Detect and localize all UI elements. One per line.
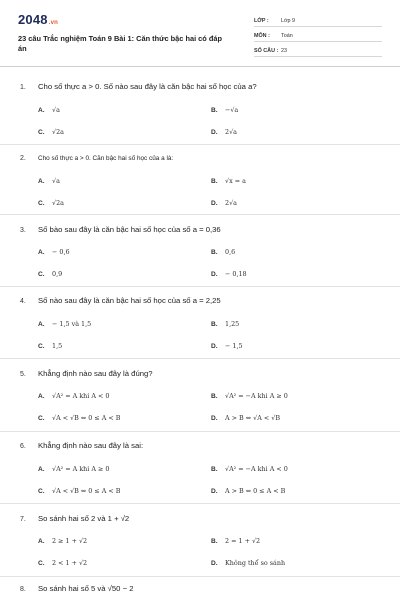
option-text: √2a	[52, 128, 64, 136]
option-letter: D.	[211, 415, 218, 422]
question-divider	[0, 503, 400, 504]
option-letter: B.	[211, 321, 218, 328]
option-text: 2 ≥ 1 + √2	[52, 537, 88, 545]
meta-key: LỚP :	[254, 18, 269, 24]
option-letter: D.	[211, 271, 218, 278]
option-b[interactable]	[211, 248, 235, 256]
site-logo[interactable]	[18, 12, 58, 27]
option-text: √A < √B ⇔ 0 ≤ A < B	[52, 487, 121, 495]
option-letter: C.	[38, 415, 45, 422]
option-c[interactable]	[38, 128, 64, 136]
option-letter: D.	[211, 200, 218, 207]
option-letter: B.	[211, 393, 218, 400]
option-text: 2 < 1 + √2	[52, 559, 88, 567]
logo-main-text: 2048	[18, 12, 48, 27]
option-b[interactable]	[211, 465, 288, 473]
option-b[interactable]	[211, 392, 288, 400]
option-letter: B.	[211, 107, 218, 114]
option-d[interactable]	[211, 414, 280, 422]
option-text: 0,6	[225, 248, 236, 256]
option-letter: A.	[38, 107, 45, 114]
option-a[interactable]	[38, 320, 91, 328]
option-b[interactable]	[211, 320, 239, 328]
question-text: Cho số thực a > 0. Số nào sau đây là căn bậc hai số học của a?	[38, 82, 257, 91]
question-text: Số bào sau đây là căn bậc hai số học của số a = 0,36	[38, 225, 221, 234]
question-divider	[0, 214, 400, 215]
option-b[interactable]	[211, 537, 260, 545]
option-text: − 1,5	[225, 342, 243, 350]
question-number: 8.	[20, 586, 26, 593]
option-letter: D.	[211, 129, 218, 136]
question-number: 5.	[20, 371, 26, 378]
logo-suffix-text: .vn	[48, 20, 59, 26]
option-text: 0,9	[52, 270, 63, 278]
option-text: √A < √B ⇔ 0 ≤ A < B	[52, 414, 121, 422]
document-meta	[254, 14, 382, 59]
option-text: √A² = A khi A < 0	[52, 392, 110, 400]
option-a[interactable]	[38, 465, 109, 473]
option-letter: A.	[38, 249, 45, 256]
option-text: 2√a	[225, 199, 237, 207]
question-text: So sánh hai số 5 và √50 − 2	[38, 584, 134, 593]
question-number: 7.	[20, 516, 26, 523]
option-text: −√a	[225, 106, 239, 114]
question-text: Khẳng định nào sau đây là đúng?	[38, 369, 153, 378]
option-text: A > B ⇔ √A < √B	[225, 414, 281, 422]
option-text: √A² = A khi A ≥ 0	[52, 465, 110, 473]
meta-row-subject	[254, 29, 382, 42]
option-text: Không thể so sánh	[225, 559, 286, 567]
question-stem	[20, 225, 221, 234]
option-letter: D.	[211, 560, 218, 567]
question-stem	[20, 584, 133, 593]
option-letter: A.	[38, 393, 45, 400]
option-letter: A.	[38, 321, 45, 328]
question-text: Khẳng định nào sau đây là sai:	[38, 441, 144, 450]
option-text: A > B ⇔ 0 ≤ A < B	[225, 487, 286, 495]
option-a[interactable]	[38, 392, 109, 400]
option-text: − 0,6	[52, 248, 70, 256]
question-stem	[20, 441, 143, 450]
option-letter: C.	[38, 129, 45, 136]
question-number: 1.	[20, 84, 26, 91]
option-text: √A² = −A khi A ≥ 0	[225, 392, 288, 400]
option-c[interactable]	[38, 270, 62, 278]
option-c[interactable]	[38, 487, 121, 495]
question-divider	[0, 576, 400, 577]
question-text: Cho số thực a > 0. Căn bậc hai số học của a là:	[38, 155, 174, 162]
document-header	[18, 12, 382, 64]
question-text: Số nào sau đây là căn bậc hai số học của số a = 2,25	[38, 296, 221, 305]
option-letter: D.	[211, 343, 218, 350]
option-c[interactable]	[38, 199, 64, 207]
header-divider	[0, 66, 400, 67]
option-letter: B.	[211, 178, 218, 185]
option-letter: B.	[211, 538, 218, 545]
option-b[interactable]	[211, 106, 238, 114]
option-text: √A² = −A khi A < 0	[225, 465, 288, 473]
question-number: 3.	[20, 227, 26, 234]
question-divider	[0, 431, 400, 432]
meta-value: 23	[281, 48, 287, 54]
option-d[interactable]	[211, 559, 285, 567]
option-text: 1,25	[225, 320, 240, 328]
option-letter: D.	[211, 488, 218, 495]
option-text: 2√a	[225, 128, 237, 136]
option-letter: C.	[38, 560, 45, 567]
meta-key: MÔN :	[254, 33, 270, 39]
option-letter: C.	[38, 271, 45, 278]
option-c[interactable]	[38, 414, 121, 422]
option-c[interactable]	[38, 342, 62, 350]
option-a[interactable]	[38, 248, 70, 256]
option-letter: C.	[38, 488, 45, 495]
option-letter: C.	[38, 200, 45, 207]
option-d[interactable]	[211, 128, 237, 136]
question-stem	[20, 296, 221, 305]
meta-key: SỐ CÂU :	[254, 48, 279, 54]
option-text: √x = a	[225, 177, 246, 185]
meta-value: Toán	[281, 33, 293, 39]
option-a[interactable]	[38, 106, 60, 114]
option-d[interactable]	[211, 270, 247, 278]
document-title: 23 câu Trắc nghiệm Toán 9 Bài 1: Căn thức bậc hai có đáp án	[18, 34, 222, 53]
option-b[interactable]	[211, 177, 246, 185]
option-letter: B.	[211, 466, 218, 473]
question-divider	[0, 144, 400, 145]
question-divider	[0, 286, 400, 287]
meta-row-class	[254, 14, 382, 27]
option-d[interactable]	[211, 487, 285, 495]
question-number: 6.	[20, 443, 26, 450]
question-number: 2.	[20, 155, 26, 162]
question-text: So sánh hai số 2 và 1 + √2	[38, 514, 130, 523]
question-stem	[20, 514, 129, 523]
question-stem	[20, 369, 153, 378]
option-text: − 1,5 và 1,5	[52, 320, 92, 328]
option-letter: A.	[38, 178, 45, 185]
meta-row-question-count	[254, 44, 382, 57]
option-c[interactable]	[38, 559, 87, 567]
option-d[interactable]	[211, 342, 243, 350]
option-d[interactable]	[211, 199, 237, 207]
question-stem	[20, 155, 173, 162]
question-number: 4.	[20, 298, 26, 305]
option-letter: A.	[38, 466, 45, 473]
option-text: − 0,18	[225, 270, 247, 278]
option-letter: A.	[38, 538, 45, 545]
option-text: √a	[52, 177, 60, 185]
question-stem	[20, 82, 257, 91]
option-text: √2a	[52, 199, 64, 207]
option-text: √a	[52, 106, 60, 114]
question-divider	[0, 358, 400, 359]
option-text: 1,5	[52, 342, 63, 350]
option-letter: C.	[38, 343, 45, 350]
option-letter: B.	[211, 249, 218, 256]
meta-value: Lớp 9	[281, 18, 296, 24]
option-a[interactable]	[38, 177, 60, 185]
option-a[interactable]	[38, 537, 87, 545]
option-text: 2 = 1 + √2	[225, 537, 261, 545]
